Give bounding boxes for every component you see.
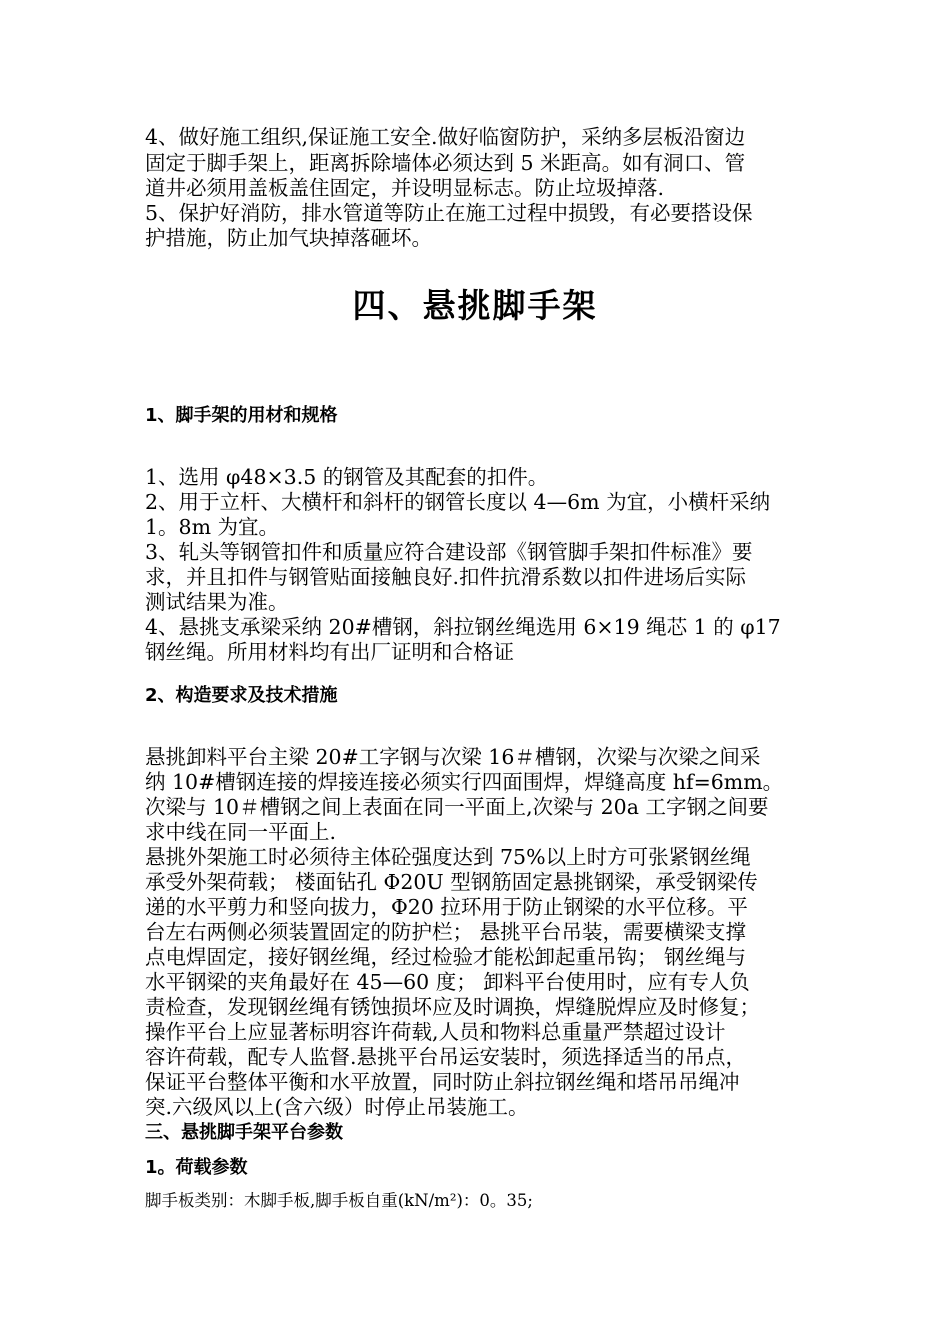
paragraph-line: 点电焊固定，接好钢丝绳，经过检验才能松卸起重吊钩； 钢丝绳与 xyxy=(145,945,747,969)
paragraph-line: 台左右两侧必须装置固定的防护栏； 悬挑平台吊装，需要横梁支撑 xyxy=(145,920,747,944)
paragraph-line: 4、做好施工组织,保证施工安全.做好临窗防护，采纳多层板沿窗边 xyxy=(145,125,746,149)
paragraph-line: 承受外架荷载； 楼面钻孔 Φ20U 型钢筋固定悬挑钢梁，承受钢梁传 xyxy=(145,870,758,894)
paragraph-line: 求，并且扣件与钢管贴面接触良好.扣件抗滑系数以扣件进场后实际 xyxy=(145,565,747,589)
paragraph-line: 2、用于立杆、大横杆和斜杆的钢管长度以 4—6m 为宜，小横杆采纳 xyxy=(145,490,771,514)
paragraph-line: 护措施，防止加气块掉落砸坏。 xyxy=(145,226,432,250)
paragraph-line: 测试结果为准。 xyxy=(145,590,289,614)
paragraph-line: 递的水平剪力和竖向拔力，Φ20 拉环用于防止钢梁的水平位移。平 xyxy=(145,895,748,919)
paragraph-line: 钢丝绳。所用材料均有出厂证明和合格证 xyxy=(145,640,514,664)
paragraph-line: 5、保护好消防，排水管道等防止在施工过程中损毁，有必要搭设保 xyxy=(145,201,753,225)
paragraph-line: 1。8m 为宜。 xyxy=(145,515,280,539)
paragraph-line: 脚手板类别：木脚手板,脚手板自重(kN/m²)：0。35; xyxy=(145,1191,533,1210)
subsection-heading: 三、悬挑脚手架平台参数 xyxy=(145,1122,343,1143)
paragraph-line: 悬挑卸料平台主梁 20#工字钢与次梁 16＃槽钢，次梁与次梁之间采 xyxy=(145,745,761,769)
paragraph-line: 突.六级风以上(含六级）时停止吊装施工。 xyxy=(145,1095,529,1119)
paragraph-line: 求中线在同一平面上. xyxy=(145,820,337,844)
paragraph-line: 悬挑外架施工时必须待主体砼强度达到 75%以上时方可张紧钢丝绳 xyxy=(145,845,751,869)
subsection-heading: 1、脚手架的用材和规格 xyxy=(145,405,338,426)
paragraph-line: 责检查，发现钢丝绳有锈蚀损坏应及时调换，焊缝脱焊应及时修复； xyxy=(145,995,760,1019)
subsection-heading: 1。荷载参数 xyxy=(145,1157,248,1178)
subsection-heading: 2、构造要求及技术措施 xyxy=(145,685,338,706)
paragraph-line: 操作平台上应显著标明容许荷载,人员和物料总重量严禁超过设计 xyxy=(145,1020,726,1044)
paragraph-line: 保证平台整体平衡和水平放置，同时防止斜拉钢丝绳和塔吊吊绳冲 xyxy=(145,1070,740,1094)
paragraph-line: 容许荷载，配专人监督.悬挑平台吊运安装时，须选择适当的吊点， xyxy=(145,1045,747,1069)
paragraph-line: 4、悬挑支承梁采纳 20#槽钢，斜拉钢丝绳选用 6×19 绳芯 1 的 φ17 xyxy=(145,615,781,639)
paragraph-line: 固定于脚手架上，距离拆除墙体必须达到 5 米距高。如有洞口、管 xyxy=(145,151,746,175)
paragraph-line: 道井必须用盖板盖住固定，并设明显标志。防止垃圾掉落. xyxy=(145,176,665,200)
section-title: 四、悬挑脚手架 xyxy=(352,286,598,325)
paragraph-line: 次梁与 10＃槽钢之间上表面在同一平面上,次梁与 20a 工字钢之间要 xyxy=(145,795,769,819)
paragraph-line: 纳 10#槽钢连接的焊接连接必须实行四面围焊，焊缝高度 hf=6mm。 xyxy=(145,770,784,794)
paragraph-line: 3、轧头等钢管扣件和质量应符合建设部《钢管脚手架扣件标准》要 xyxy=(145,540,753,564)
paragraph-line: 水平钢梁的夹角最好在 45—60 度； 卸料平台使用时，应有专人负 xyxy=(145,970,750,994)
paragraph-line: 1、选用 φ48×3.5 的钢管及其配套的扣件。 xyxy=(145,465,549,489)
